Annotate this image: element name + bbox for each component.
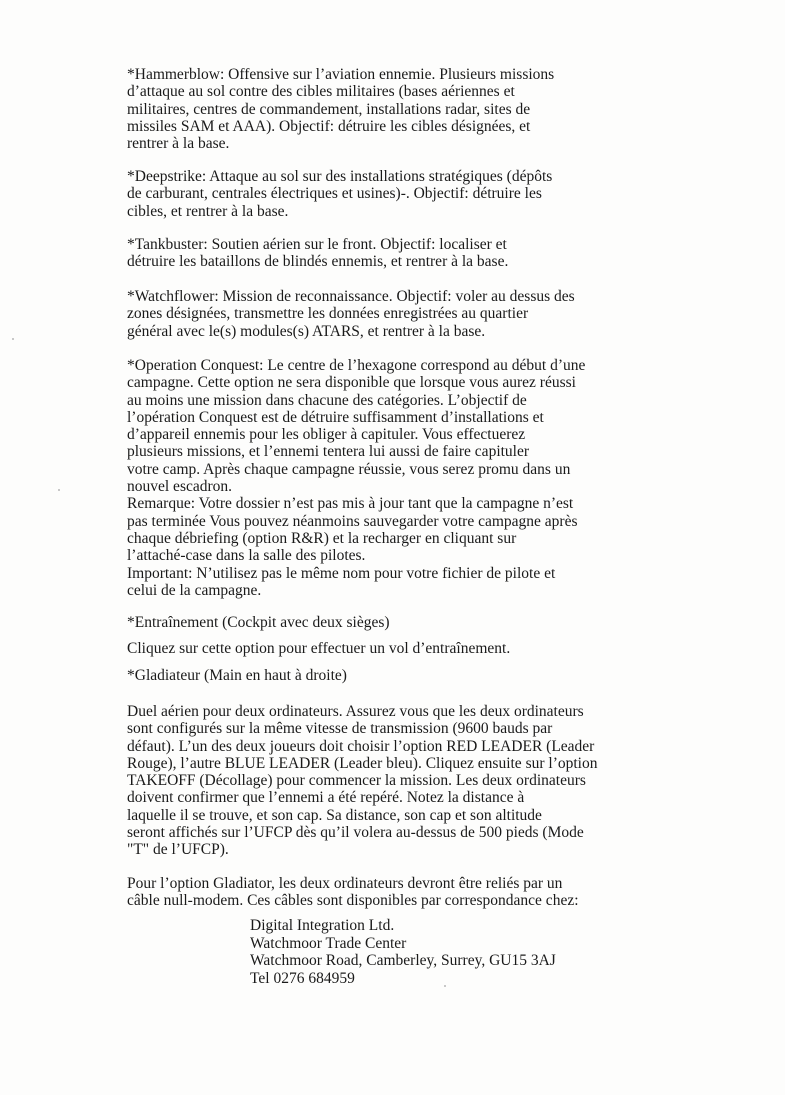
text-line: *Tankbuster: Soutien aérien sur le front. Objectif: localiser et <box>127 236 507 253</box>
training-body: Cliquez sur cette option pour effectuer un vol d’entraînement. <box>127 640 511 657</box>
text-line: militaires, centres de commandement, installations radar, sites de <box>127 100 531 118</box>
conquest-paragraph <box>127 357 667 599</box>
text-line: d’attaque au sol contre des cibles militaires (bases aériennes et <box>127 83 515 101</box>
text-line: d’appareil ennemis pour les obliger à capituler. Vous effectuerez <box>127 426 526 444</box>
text-line: rentrer à la base. <box>127 135 230 153</box>
address-line: Tel 0276 684959 <box>250 969 355 987</box>
text-line: Duel aérien pour deux ordinateurs. Assurez vous que les deux ordinateurs <box>127 703 584 720</box>
gladiator-heading-block <box>127 667 667 684</box>
training-heading-block <box>127 614 667 631</box>
text-line: *Deepstrike: Attaque au sol sur des installations stratégiques (dépôts <box>127 168 553 185</box>
text-line: missiles SAM et AAA). Objectif: détruire les cibles désignées, et <box>127 117 531 135</box>
training-heading: *Entraînement (Cockpit avec deux sièges) <box>127 614 390 631</box>
text-line: détruire les bataillons de blindés ennemis, et rentrer à la base. <box>127 253 509 271</box>
text-line: chaque débriefing (option R&R) et la recharger en cliquant sur <box>127 529 517 547</box>
text-line: défaut). L’un des deux joueurs doit choisir l’option RED LEADER (Leader <box>127 737 595 755</box>
text-line: votre camp. Après chaque campagne réussie, vous serez promu dans un <box>127 460 571 478</box>
text-line: l’attaché-case dans la salle des pilotes. <box>127 547 366 565</box>
text-line: TAKEOFF (Décollage) pour commencer la mission. Les deux ordinateurs <box>127 772 586 790</box>
text-line: *Operation Conquest: Le centre de l’hexagone correspond au début d’une <box>127 357 586 374</box>
company-address <box>250 917 556 987</box>
hammerblow-paragraph <box>127 66 667 152</box>
text-line: Rouge), l’autre BLUE LEADER (Leader bleu). Cliquez ensuite sur l’option <box>127 754 598 772</box>
text-line: au moins une mission dans chacune des catégories. L’objectif de <box>127 391 527 409</box>
text-line: Remarque: Votre dossier n’est pas mis à jour tant que la campagne n’est <box>127 495 574 513</box>
text-line: celui de la campagne. <box>127 581 262 599</box>
text-line: doivent confirmer que l’ennemi a été repéré. Notez la distance à <box>127 789 525 807</box>
text-line: sont configurés sur la même vitesse de transmission (9600 bauds par <box>127 720 553 738</box>
text-line: campagne. Cette option ne sera disponible que lorsque vous aurez réussi <box>127 374 576 392</box>
text-line: pas terminée Vous pouvez néanmoins sauvegarder votre campagne après <box>127 512 578 530</box>
tankbuster-paragraph <box>127 236 667 271</box>
text-line: plusieurs missions, et l’ennemi tentera lui aussi de faire capituler <box>127 443 530 461</box>
scan-speck <box>444 985 446 987</box>
text-line: l’opération Conquest est de détruire suffisamment d’installations et <box>127 408 544 426</box>
scan-speck <box>12 338 14 340</box>
text-line: cibles, et rentrer à la base. <box>127 202 289 220</box>
text-line: général avec le(s) modules(s) ATARS, et rentrer à la base. <box>127 322 486 340</box>
text-line: seront affichés sur l’UFCP dès qu’il volera au-dessus de 500 pieds (Mode <box>127 824 584 842</box>
text-line: de carburant, centrales électriques et usines)-. Objectif: détruire les <box>127 185 542 203</box>
address-line: Watchmoor Road, Camberley, Surrey, GU15 3AJ <box>250 952 556 969</box>
gladiator-paragraph <box>127 703 667 859</box>
text-line: *Watchflower: Mission de reconnaissance. Objectif: voler au dessus des <box>127 288 575 305</box>
deepstrike-paragraph <box>127 168 667 220</box>
address-line: Watchmoor Trade Center <box>250 934 407 952</box>
text-line: *Hammerblow: Offensive sur l’aviation ennemie. Plusieurs missions <box>127 66 555 83</box>
cable-paragraph <box>127 875 667 910</box>
scan-speck <box>58 489 60 491</box>
text-line: câble null-modem. Ces câbles sont disponibles par correspondance chez: <box>127 892 579 910</box>
text-line: "T" de l’UFCP). <box>127 841 229 859</box>
watchflower-paragraph <box>127 288 667 340</box>
training-body-block <box>127 640 667 657</box>
gladiator-heading: *Gladiateur (Main en haut à droite) <box>127 667 347 684</box>
text-line: zones désignées, transmettre les données enregistrées au quartier <box>127 305 529 323</box>
text-line: Important: N’utilisez pas le même nom pour votre fichier de pilote et <box>127 564 556 582</box>
text-line: nouvel escadron. <box>127 478 233 496</box>
text-line: Pour l’option Gladiator, les deux ordinateurs devront être reliés par un <box>127 875 563 892</box>
text-line: laquelle il se trouve, et son cap. Sa distance, son cap et son altitude <box>127 806 542 824</box>
address-line: Digital Integration Ltd. <box>250 917 395 934</box>
